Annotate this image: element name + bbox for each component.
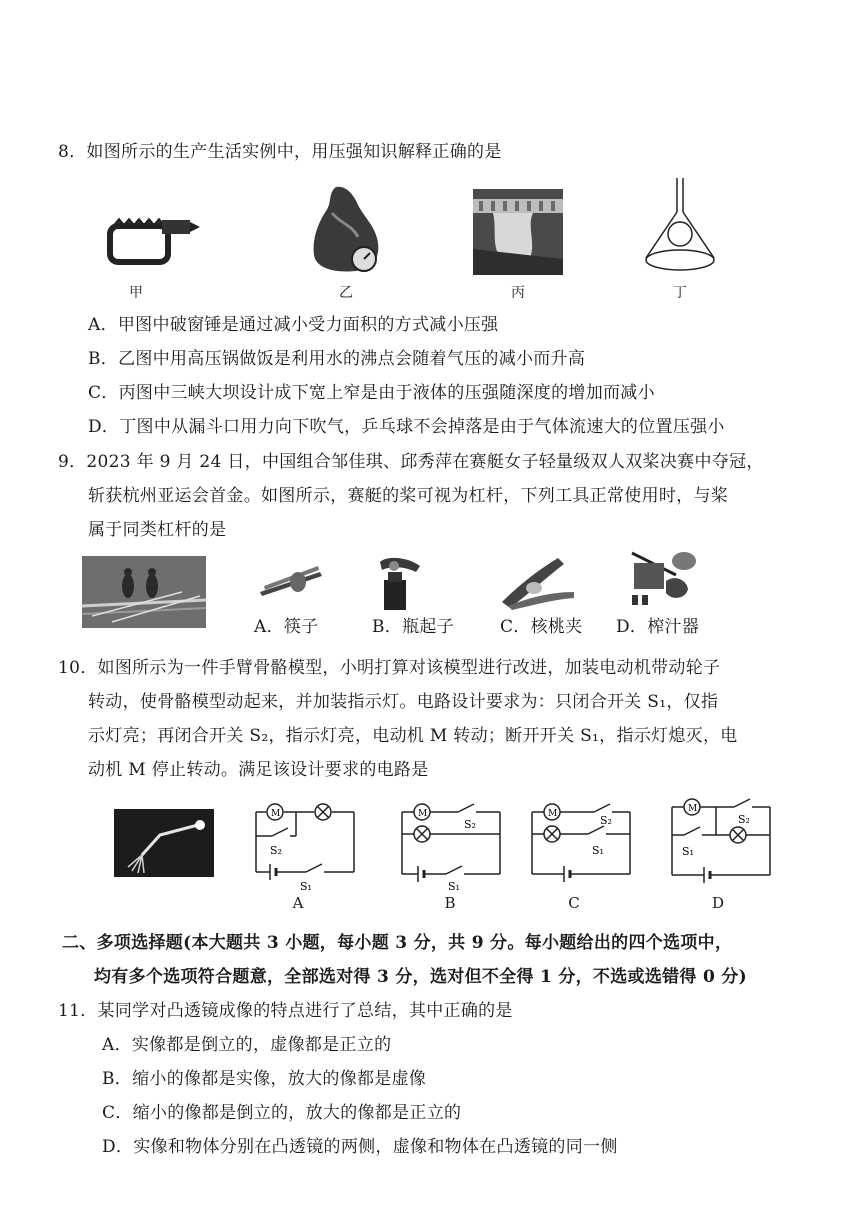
q9-stem-line-1: 9．2023 年 9 月 24 日，中国组合邹佳琪、邱秀萍在赛艇女子轻量级双人双桨决赛中夺冠， [58, 452, 764, 472]
bottle-opener-figure [376, 552, 428, 612]
circuit-b [396, 800, 506, 892]
q9-stem-line-2: 斩获杭州亚运会首金。如图所示，赛艇的桨可视为杠杆，下列工具正常使用时，与桨 [88, 486, 729, 506]
circuit-a-s2-label: S₂ [270, 844, 282, 857]
label-bing: 丙 [511, 285, 525, 301]
q9-stem-line-3: 属于同类杠杆的是 [88, 520, 227, 540]
q8-option-b: B．乙图中用高压锅做饭是利用水的沸点会随着气压的减小而升高 [88, 349, 586, 369]
label-yi: 乙 [339, 285, 353, 301]
circuit-b-motor-label: M [418, 809, 428, 819]
q9-option-a: A．筷子 [254, 617, 319, 637]
pressure-cooker-figure [306, 183, 386, 275]
circuit-c [526, 800, 636, 892]
chopsticks-figure [258, 562, 328, 602]
label-ding: 丁 [673, 285, 687, 301]
q8-option-d: D．丁图中从漏斗口用力向下吹气，乒乓球不会掉落是由于气体流速大的位置压强小 [88, 417, 725, 437]
circuit-d-s1-label: S₁ [682, 845, 694, 858]
circuit-a [250, 802, 360, 894]
circuit-d-s2-label: S₂ [738, 813, 750, 826]
funnel-figure [640, 176, 720, 276]
section2-heading-line-1: 二、多项选择题(本大题共 3 小题，每小题 3 分，共 9 分。每小题给出的四个选项中， [62, 933, 733, 953]
q8-option-a: A．甲图中破窗锤是通过减小受力面积的方式减小压强 [88, 315, 499, 335]
circuit-c-motor-label: M [548, 809, 558, 819]
q9-option-d: D．榨汁器 [616, 617, 700, 637]
q8-stem: 8．如图所示的生产生活实例中，用压强知识解释正确的是 [58, 142, 502, 162]
arm-skeleton-photo [114, 809, 214, 877]
circuit-a-s1-label: S₁ [300, 880, 312, 893]
circuit-d [666, 797, 776, 892]
q11-stem: 11．某同学对凸透镜成像的特点进行了总结，其中正确的是 [58, 1001, 513, 1021]
circuit-c-s2-label: S₂ [600, 814, 612, 827]
q10-stem-line-1: 10．如图所示为一件手臂骨骼模型，小明打算对该模型进行改进，加装电动机带动轮子 [58, 658, 721, 678]
q10-stem-line-2: 转动，使骨骼模型动起来，并加装指示灯。电路设计要求为：只闭合开关 S₁，仅指 [88, 692, 719, 712]
circuit-label-d: D [711, 894, 725, 912]
section2-heading-line-2: 均有多个选项符合题意，全部选对得 3 分，选对但不全得 1 分，不选或选错得 0 分) [94, 967, 747, 987]
dam-photo [473, 189, 563, 275]
q11-option-b: B．缩小的像都是实像，放大的像都是虚像 [102, 1069, 427, 1089]
circuit-a-motor-label: M [271, 809, 281, 819]
nutcracker-figure [498, 552, 578, 610]
q11-option-c: C．缩小的像都是倒立的，放大的像都是正立的 [102, 1103, 462, 1123]
circuit-b-s2-label: S₂ [464, 818, 476, 831]
juicer-figure [626, 545, 698, 611]
q11-option-a: A．实像都是倒立的，虚像都是正立的 [102, 1035, 392, 1055]
q9-option-c: C．核桃夹 [500, 617, 583, 637]
q8-option-c: C．丙图中三峡大坝设计成下宽上窄是由于液体的压强随深度的增加而减小 [88, 383, 655, 403]
rowing-photo [82, 556, 206, 628]
hammer-figure [104, 200, 204, 275]
circuit-b-s1-label: S₁ [448, 880, 460, 892]
q11-option-d: D．实像和物体分别在凸透镜的两侧，虚像和物体在凸透镜的同一侧 [102, 1137, 618, 1157]
circuit-c-s1-label: S₁ [592, 844, 604, 857]
circuit-d-motor-label: M [688, 804, 698, 814]
circuit-label-a: A [292, 894, 304, 912]
q10-stem-line-3: 示灯亮；再闭合开关 S₂，指示灯亮，电动机 M 转动；断开开关 S₁，指示灯熄灭，电 [88, 726, 738, 746]
circuit-label-b: B [444, 894, 456, 912]
q10-stem-line-4: 动机 M 停止转动。满足该设计要求的电路是 [88, 760, 429, 780]
label-jia: 甲 [129, 285, 143, 301]
circuit-label-c: C [568, 894, 580, 912]
q9-option-b: B．瓶起子 [372, 617, 454, 637]
